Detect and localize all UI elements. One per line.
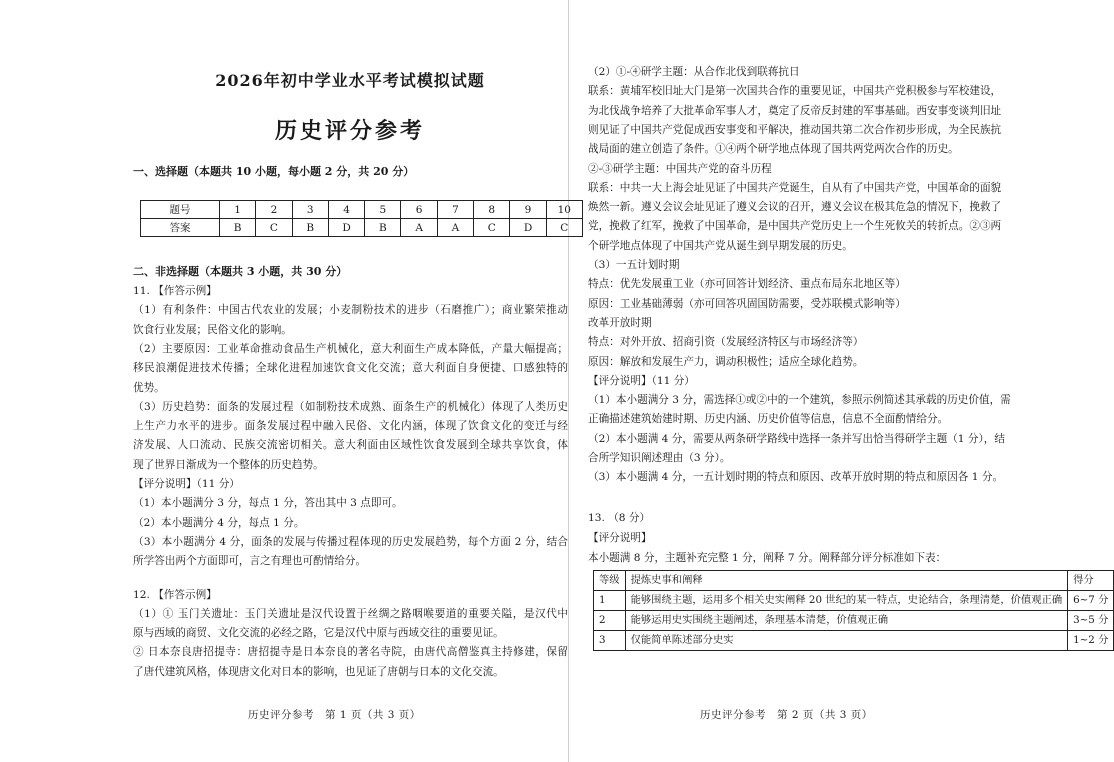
text-line: 优势。 <box>133 381 165 394</box>
text-line: （2）本小题满 4 分，需要从两条研学路线中选择一条并写出恰当得研学主题（1 分），结 <box>588 432 1005 445</box>
text-line: （3）本小题满分 4 分，面条的发展与传播过程体现的历史发展趋势，每个方面 2 分，结合 <box>133 535 568 548</box>
text-line: 【评分说明】（11 分） <box>133 478 240 490</box>
q13-label: 【评分说明】 <box>588 532 652 544</box>
table-cell: 1~2 分 <box>1068 631 1114 651</box>
text-line: 11. 【作答示例】 <box>133 285 217 297</box>
text-line: 12. 【作答示例】 <box>133 588 217 601</box>
table-header-cell: 提炼史事和阐释 <box>625 571 1068 591</box>
table-cell: 4 <box>328 201 364 219</box>
text-line: （2）本小题满分 4 分，每点 1 分。 <box>133 516 305 529</box>
exam-title: 2026年初中学业水平考试模拟试题 <box>215 71 485 90</box>
text-line: ②-③研学主题：中国共产党的奋斗历程 <box>588 162 772 175</box>
text-line: （1）本小题满分 3 分，每点 1 分，答出其中 3 点即可。 <box>133 497 403 510</box>
text-line: 联系：中共一大上海会址见证了中国共产党诞生，自从有了中国共产党，中国革命的面貌 <box>588 181 1002 194</box>
text-line: 合所学知识阐述理由（3 分）。 <box>588 452 731 464</box>
text-line: （1）有利条件：中国古代农业的发展；小麦制粉技术的进步（石磨推广）；商业繁荣推动 <box>133 304 568 317</box>
table-cell: C <box>474 219 510 237</box>
text-line: 联系：黄埔军校旧址大门是第一次国共合作的重要见证，中国共产党积极参与军校建设， <box>588 85 1002 98</box>
text-line: （3）本小题满 4 分，一五计划时期的特点和原因、改革开放时期的特点和原因各 1 分。 <box>588 471 1004 484</box>
text-line: 为北伐战争培养了大批革命军事人才，奠定了反帝反封建的军事基础。西安事变谈判旧址 <box>588 104 1002 117</box>
answer-table-row-answers <box>141 219 583 237</box>
score-table-header <box>594 571 1114 591</box>
section-1-heading: 一、选择题（本题共 10 小题，每小题 2 分，共 20 分） <box>133 165 415 178</box>
table-cell: 5 <box>365 201 401 219</box>
table-cell: 题号 <box>141 201 220 219</box>
table-cell: B <box>220 219 256 237</box>
table-cell: 6 <box>401 201 437 219</box>
text-line: 上生产力水平的进步。面条发展过程中融入民俗、文化内涵，体现了饮食文化的变迁与经 <box>133 420 568 433</box>
text-line: 了唐代建筑风格，体现唐文化对日本的影响，也见证了唐朝与日本的文化交流。 <box>133 665 504 678</box>
text-line: 原与西域的商贸、文化交流的必经之路，它是汉代中原与西域交往的重要见证。 <box>133 627 504 640</box>
text-line: （1）本小题满分 3 分，需选择①或②中的一个建筑，参照示例简述其承载的历史价值，需 <box>588 394 1011 407</box>
text-line: 特点：对外开放、招商引资（发展经济特区与市场经济等） <box>588 336 864 349</box>
table-cell: 10 <box>546 201 582 219</box>
page-2-footer: 历史评分参考 第 2 页（共 3 页） <box>700 709 873 721</box>
table-cell: 答案 <box>141 219 220 237</box>
text-line: 战局面的建立创造了条件。①④两个研学地点体现了国共两党两次合作的历史。 <box>588 143 959 156</box>
exam-subtitle: 历史评分参考 <box>274 118 425 144</box>
text-line: （2）①-④研学主题：从合作北伐到联蒋抗日 <box>588 66 800 78</box>
text-line: 党，挽救了红军，挽救了中国革命，是中国共产党历史上一个生死攸关的转折点。②③两 <box>588 220 1002 233</box>
text-line: 特点：优先发展重工业（亦可回答计划经济、重点布局东北地区等） <box>588 278 906 291</box>
section-2-heading: 二、非选择题（本题共 3 小题，共 30 分） <box>133 265 348 278</box>
answer-table-row-numbers <box>141 201 583 219</box>
table-cell: 1 <box>594 591 626 611</box>
table-cell: C <box>546 219 582 237</box>
text-line: （3）一五计划时期 <box>588 259 680 271</box>
table-cell: A <box>401 219 437 237</box>
table-cell: 能够运用史实围绕主题阐述，条理基本清楚，价值观正确 <box>625 611 1068 631</box>
text-line: 改革开放时期 <box>588 316 652 329</box>
text-line: 【评分说明】（11 分） <box>588 374 695 387</box>
text-line: 现了世界日渐成为一个整体的历史趋势。 <box>133 458 324 471</box>
table-cell: 2 <box>594 611 626 631</box>
table-cell: 3 <box>594 631 626 651</box>
table-cell: 6~7 分 <box>1068 591 1114 611</box>
text-line: 所学答出两个方面即可，言之有理也可酌情给分。 <box>133 555 367 568</box>
table-cell: 7 <box>437 201 473 219</box>
page-1-footer: 历史评分参考 第 1 页（共 3 页） <box>248 709 421 721</box>
table-cell: 3 <box>292 201 328 219</box>
text-line: 原因：解放和发展生产力，调动积极性；适应全球化趋势。 <box>588 355 864 368</box>
table-cell: D <box>328 219 364 237</box>
table-cell: 2 <box>256 201 292 219</box>
q13-heading: 13. （8 分） <box>588 512 651 524</box>
text-line: 则见证了中国共产党促成西安事变和平解决，推动国共第二次合作初步形成，为全民族抗 <box>588 123 1002 136</box>
table-cell: 8 <box>474 201 510 219</box>
text-line: （1）① 玉门关遗址：玉门关遗址是汉代设置于丝绸之路咽喉要道的重要关隘，是汉代中 <box>133 607 568 620</box>
text-line: ② 日本奈良唐招提寺：唐招提寺是日本奈良的著名寺院，由唐代高僧鉴真主持修建，保留 <box>133 646 568 659</box>
text-line: （2）主要原因：工业革命推动食品生产机械化，意大利面生产成本降低，产量大幅提高； <box>133 342 568 355</box>
table-cell: A <box>437 219 473 237</box>
text-line: （3）历史趋势：面条的发展过程（如制粉技术成熟、面条生产的机械化）体现了人类历史 <box>133 400 568 413</box>
text-line: 济发展、人口流动、民族交流密切相关。意大利面由区域性饮食发展到全球共享饮食，体 <box>133 439 568 452</box>
table-cell: C <box>256 219 292 237</box>
text-line: 焕然一新。遵义会议会址见证了遵义会议的召开，遵义会议在极其危急的情况下，挽救了 <box>588 201 1002 214</box>
table-header-cell: 得分 <box>1068 571 1114 591</box>
score-table-row <box>594 591 1114 611</box>
answer-table <box>140 200 583 237</box>
table-cell: 仅能简单陈述部分史实 <box>625 631 1068 651</box>
table-cell: 3~5 分 <box>1068 611 1114 631</box>
table-cell: 能够围绕主题，运用多个相关史实阐释 20 世纪的某一特点，史论结合，条理清楚，价值观正确 <box>625 591 1068 611</box>
score-table-row <box>594 631 1114 651</box>
table-header-cell: 等级 <box>594 571 626 591</box>
text-line: 原因：工业基础薄弱（亦可回答巩固国防需要，受苏联模式影响等） <box>588 297 906 310</box>
score-table <box>593 570 1114 651</box>
table-cell: 1 <box>220 201 256 219</box>
score-table-row <box>594 611 1114 631</box>
text-line: 移民浪潮促进技术传播；全球化进程加速饮食文化交流；意大利面自身便捷、口感独特的 <box>133 362 568 375</box>
table-cell: 9 <box>510 201 546 219</box>
text-line: 正确描述建筑始建时期、历史内涵、历史价值等信息，信息不全面酌情给分。 <box>588 413 949 426</box>
table-cell: D <box>510 219 546 237</box>
q13-description: 本小题满 8 分，主题补充完整 1 分，阐释 7 分。阐释部分评分标准如下表： <box>588 552 947 564</box>
table-cell: B <box>292 219 328 237</box>
text-line: 个研学地点体现了中国共产党从诞生到早期发展的历史。 <box>588 239 853 252</box>
text-line: 饮食行业发展；民俗文化的影响。 <box>133 323 292 336</box>
table-cell: B <box>365 219 401 237</box>
